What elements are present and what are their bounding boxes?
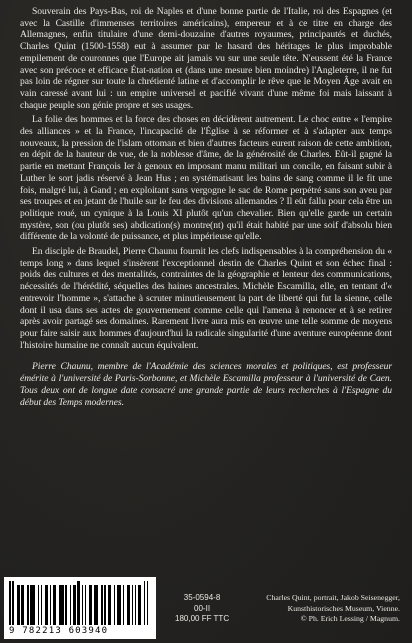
credit-line-2: Kunsthistorisches Museum, Vienne. — [287, 603, 400, 613]
product-code: 35-0594-8 — [183, 593, 221, 602]
photo-credit — [245, 593, 400, 625]
credit-line-1: Charles Quint, portrait, Jakob Seisenegger, — [266, 593, 400, 602]
back-cover-text — [20, 6, 392, 411]
barcode-digits: 9 782213 603940 — [9, 626, 109, 636]
paragraph-1: Souverain des Pays-Bas, roi de Naples et d'une bonne partie de l'Italie, roi des Espagnes (et avec la Castille d'immenses territoires américains), empereur et à ce titre en charge des Allemagnes, enfin titulaire d'une demi-douzaine d'autres royaumes, principautés et duchés, Charles Quint (1500-1558) eut à assumer par le hasard des héritages le plus improbable empilement de couronnes que l'Europe ait jamais vu sur une seule tête. N'eussent été la France avec son précoce et efficace État-nation et (dans une mesure bien moindre) l'Angleterre, il ne fut pas loin de régner sur toute la chrétienté latine et d'accomplir le rêve que le Moyen Âge avait en vain caressé avant lui : un empire universel et pacifié vivant d'une même foi mais laissant à chaque peuple son génie propre et ses usages. — [20, 6, 392, 111]
paragraph-2: La folie des hommes et la force des choses en décidèrent autrement. Le choc entre « l'empire des alliances » et la France, l'incapacité de l'Église à se réformer et à s'adapter aux temps nouveaux, la pression de l'islam ottoman et bien d'autres facteurs eurent raison de cette ambition, en dépit de la hauteur de vue, de la noblesse d'âme, de la générosité de Charles. Eût-il gagné la partie en mettant François Ier à genoux en imposant manu militari un concile, en faisant subir à Luther le sort jadis réservé à Jean Hus ; en systématisant les bains de sang comme il le fit une fois, malgré lui, à Gand ; en exploitant sans vergogne le sac de Rome perpétré sans son aveu par ses troupes et en jetant de l'huile sur le feu des divisions allemandes ? Il eût fallu pour cela être un politique roué, un cynique à la Louis XI plutôt qu'un chevalier. Bien qu'elle garde un certain mystère, son (ou plutôt ses) abdication(s) montre(nt) qu'il était habité par une soif d'absolu bien différente de la volonté de puissance, et plus impérieuse qu'elle. — [20, 114, 392, 243]
credit-line-3: © Ph. Erich Lessing / Magnum. — [300, 614, 400, 623]
price: 180,00 FF TTC — [175, 614, 230, 623]
barcode-bar — [147, 581, 149, 625]
isbn-barcode — [4, 577, 156, 639]
paragraph-3: En disciple de Braudel, Pierre Chaunu fournit les clefs indispensables à la compréhension du « temps long » dans lequel s'insèrent l'exceptionnel destin de Charles Quint et son échec final : poids des cultures et des mentalités, contraintes de la géographie et lenteur des communications, nécessités de l'hérédité, séquelles des haines ancestrales. Michèle Escamilla, elle, en tentant d'« entrevoir l'homme », s'attache à scruter minutieusement la part de liberté qui fut la sienne, celle dont il usa dans ses actes de gouvernement comme celle qui l'amena à renoncer et à se retirer après avoir partagé ses domaines. Rarement livre aura mis en œuvre une telle somme de moyens pour faire saisir aux hommes d'aujourd'hui la radicale singularité d'une aventure européenne dont l'histoire humaine ne connaît aucun équivalent. — [20, 246, 392, 351]
barcode-bars — [9, 581, 149, 625]
edition-code: 00-II — [194, 603, 211, 613]
author-note: Pierre Chaunu, membre de l'Académie des sciences morales et politiques, est professeur émérite à l'université de Paris-Sorbonne, et Michèle Escamilla professeur à l'université de Caen. Tous deux ont de longue date consacré une grande partie de leurs recherches à l'Espagne du début des Temps modernes. — [20, 361, 392, 408]
price-block — [175, 593, 229, 625]
